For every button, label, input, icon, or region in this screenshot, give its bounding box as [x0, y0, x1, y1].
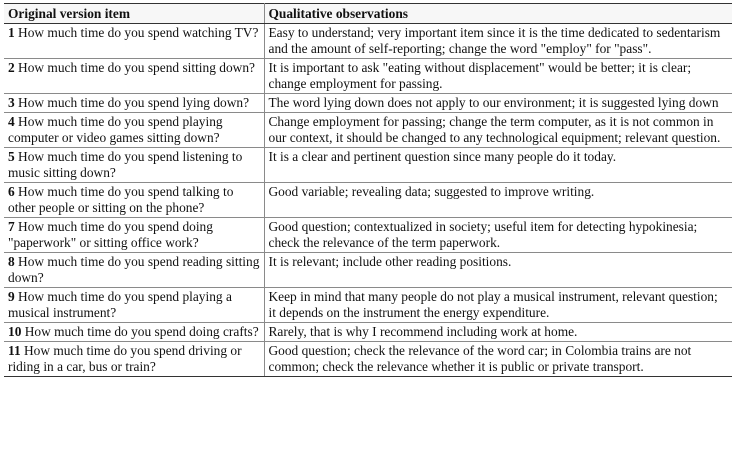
- table-header-row: [4, 4, 732, 24]
- header-qualitative-observations: Qualitative observations: [264, 4, 732, 24]
- item-cell: [4, 94, 264, 113]
- item-cell: [4, 183, 264, 218]
- item-cell: [4, 323, 264, 342]
- item-number: 7: [8, 219, 15, 234]
- observations-table: [4, 3, 732, 377]
- header-original-item: Original version item: [4, 4, 264, 24]
- observation-cell: Easy to understand; very important item since it is the time dedicated to sedentarism and the amount of self-reporting; change the word "employ" for "pass".: [264, 24, 732, 59]
- item-text: How much time do you spend talking to other people or sitting on the phone?: [8, 184, 234, 215]
- item-text: How much time do you spend sitting down?: [14, 60, 255, 75]
- item-text: How much time do you spend doing crafts?: [21, 324, 259, 339]
- item-number: 11: [8, 343, 21, 358]
- table-row: [4, 94, 732, 113]
- table-row: [4, 113, 732, 148]
- observation-cell: Rarely, that is why I recommend including work at home.: [264, 323, 732, 342]
- item-text: How much time do you spend watching TV?: [14, 25, 259, 40]
- item-cell: [4, 24, 264, 59]
- observation-cell: Good variable; revealing data; suggested to improve writing.: [264, 183, 732, 218]
- table-row: [4, 323, 732, 342]
- table-row: [4, 148, 732, 183]
- observation-cell: It is a clear and pertinent question since many people do it today.: [264, 148, 732, 183]
- item-text: How much time do you spend playing a musical instrument?: [8, 289, 232, 320]
- table-row: [4, 218, 732, 253]
- observation-cell: Good question; contextualized in society; useful item for detecting hypokinesia; check the relevance of the term paperwork.: [264, 218, 732, 253]
- observation-cell: It is relevant; include other reading positions.: [264, 253, 732, 288]
- observation-cell: Change employment for passing; change the term computer, as it is not common in our context, it should be changed to any technological equipment; relevant question.: [264, 113, 732, 148]
- item-text: How much time do you spend driving or riding in a car, bus or train?: [8, 343, 242, 374]
- item-cell: [4, 342, 264, 377]
- observation-cell: The word lying down does not apply to our environment; it is suggested lying down: [264, 94, 732, 113]
- table-row: [4, 253, 732, 288]
- table-row: [4, 288, 732, 323]
- item-number: 2: [8, 60, 15, 75]
- item-number: 5: [8, 149, 15, 164]
- item-text: How much time do you spend playing computer or video games sitting down?: [8, 114, 223, 145]
- item-text: How much time do you spend doing "paperwork" or sitting office work?: [8, 219, 213, 250]
- item-cell: [4, 148, 264, 183]
- item-cell: [4, 288, 264, 323]
- item-number: 1: [8, 25, 15, 40]
- table-container: [4, 3, 732, 377]
- table-row: [4, 24, 732, 59]
- item-text: How much time do you spend lying down?: [14, 95, 250, 110]
- item-number: 4: [8, 114, 15, 129]
- item-cell: [4, 59, 264, 94]
- observation-cell: Keep in mind that many people do not play a musical instrument, relevant question; it depends on the instrument the energy expenditure.: [264, 288, 732, 323]
- observation-cell: Good question; check the relevance of the word car; in Colombia trains are not common; check the relevance whether it is public or private transport.: [264, 342, 732, 377]
- item-number: 6: [8, 184, 15, 199]
- item-number: 3: [8, 95, 15, 110]
- item-number: 9: [8, 289, 15, 304]
- item-cell: [4, 218, 264, 253]
- table-row: [4, 342, 732, 377]
- item-text: How much time do you spend listening to music sitting down?: [8, 149, 243, 180]
- item-number: 10: [8, 324, 22, 339]
- observation-cell: It is important to ask "eating without displacement" would be better; it is clear; change employment for passing.: [264, 59, 732, 94]
- table-row: [4, 183, 732, 218]
- item-cell: [4, 113, 264, 148]
- item-cell: [4, 253, 264, 288]
- item-number: 8: [8, 254, 15, 269]
- item-text: How much time do you spend reading sitting down?: [8, 254, 260, 285]
- table-row: [4, 59, 732, 94]
